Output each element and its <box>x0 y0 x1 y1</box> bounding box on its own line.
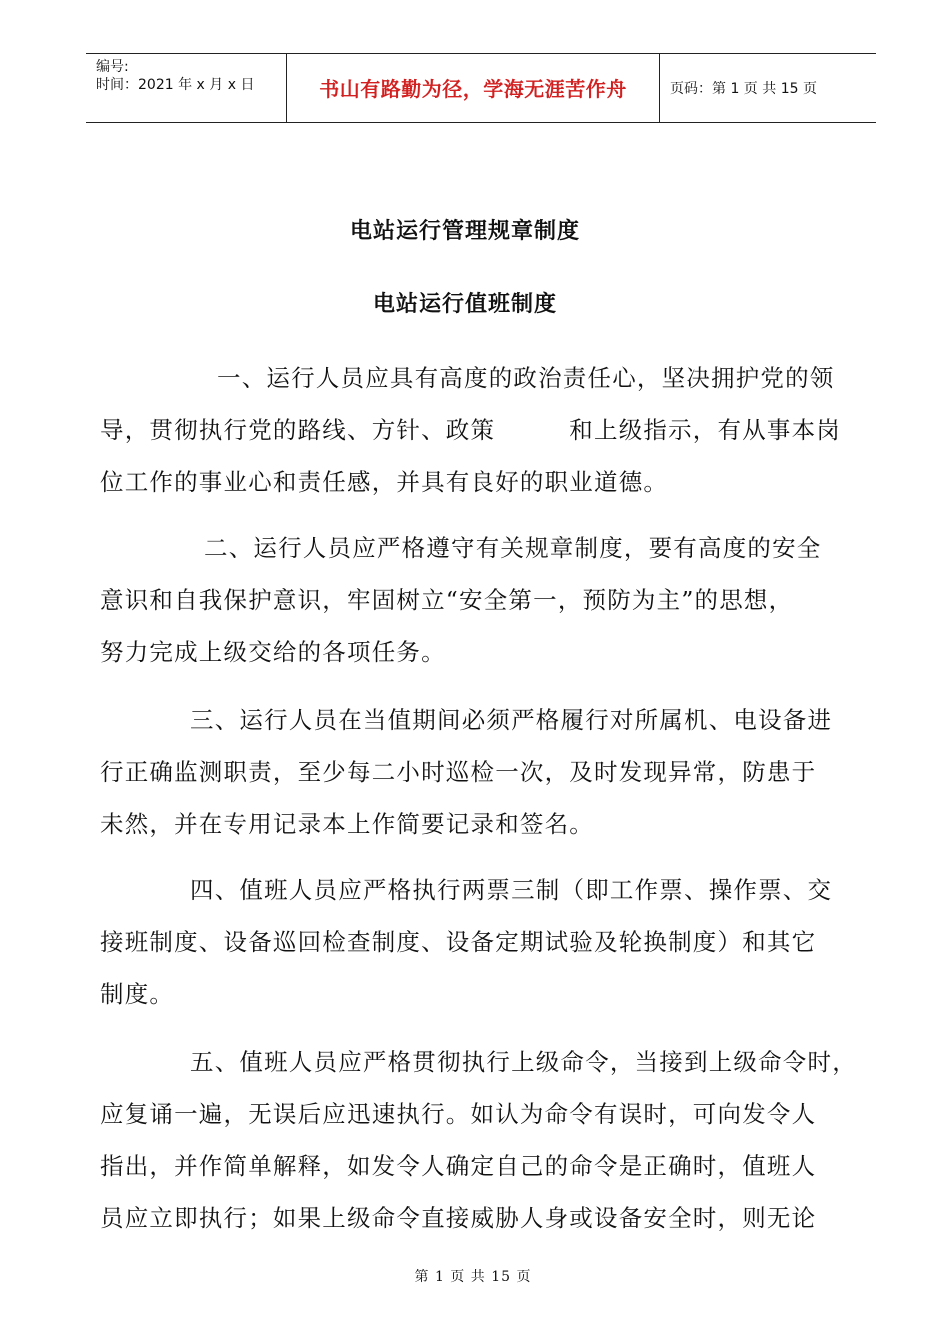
document-title: 电站运行管理规章制度 <box>349 219 580 244</box>
paragraph-line: 位工作的事业心和责任感，并具有良好的职业道德。 <box>100 468 669 496</box>
page-header <box>86 53 876 123</box>
paragraph-line: 努力完成上级交给的各项任务。 <box>100 638 446 666</box>
header-page-info: 页码：第 1 页 共 15 页 <box>670 81 817 97</box>
paragraph-3 <box>100 694 870 850</box>
paragraph-line: 二、运行人员应严格遵守有关规章制度，要有高度的安全 <box>204 534 822 562</box>
paragraph-line: 应复诵一遍，无误后应迅速执行。如认为命令有误时，可向发令人 <box>100 1100 817 1128</box>
document-time-label: 时间：2021 年 x 月 x 日 <box>96 77 255 93</box>
header-meta-cell <box>86 54 287 122</box>
footer-page-number: 第 1 页 共 15 页 <box>414 1269 532 1285</box>
document-number-label: 编号: <box>96 59 129 75</box>
paragraph-5 <box>100 1036 870 1244</box>
paragraph-line: 意识和自我保护意识，牢固树立“安全第一，预防为主”的思想， <box>100 586 794 614</box>
page-footer <box>0 1268 950 1286</box>
paragraph-line: 导，贯彻执行党的路线、方针、政策 和上级指示，有从事本岗 <box>100 416 841 444</box>
paragraph-line: 指出，并作简单解释，如发令人确定自己的命令是正确时，值班人 <box>100 1152 817 1180</box>
paragraph-line: 接班制度、设备巡回检查制度、设备定期试验及轮换制度）和其它 <box>100 928 817 956</box>
paragraph-line: 未然，并在专用记录本上作简要记录和签名。 <box>100 810 594 838</box>
document-subtitle: 电站运行值班制度 <box>372 292 557 317</box>
header-motto: 书山有路勤为径，学海无涯苦作舟 <box>319 77 627 101</box>
header-page-cell <box>660 54 876 122</box>
paragraph-line: 行正确监测职责，至少每二小时巡检一次，及时发现异常，防患于 <box>100 758 817 786</box>
paragraph-line: 一、运行人员应具有高度的政治责任心，坚决拥护党的领 <box>217 364 835 392</box>
paragraph-line: 制度。 <box>100 980 175 1008</box>
paragraph-2 <box>100 522 870 678</box>
paragraph-1 <box>100 352 870 508</box>
paragraph-line: 五、值班人员应严格贯彻执行上级命令，当接到上级命令时， <box>190 1048 857 1076</box>
paragraph-4 <box>100 864 870 1020</box>
paragraph-line: 四、值班人员应严格执行两票三制（即工作票、操作票、交 <box>190 876 833 904</box>
paragraph-line: 员应立即执行；如果上级命令直接威胁人身或设备安全时，则无论 <box>100 1204 817 1232</box>
header-motto-cell <box>287 54 660 122</box>
paragraph-line: 三、运行人员在当值期间必须严格履行对所属机、电设备进 <box>190 706 833 734</box>
